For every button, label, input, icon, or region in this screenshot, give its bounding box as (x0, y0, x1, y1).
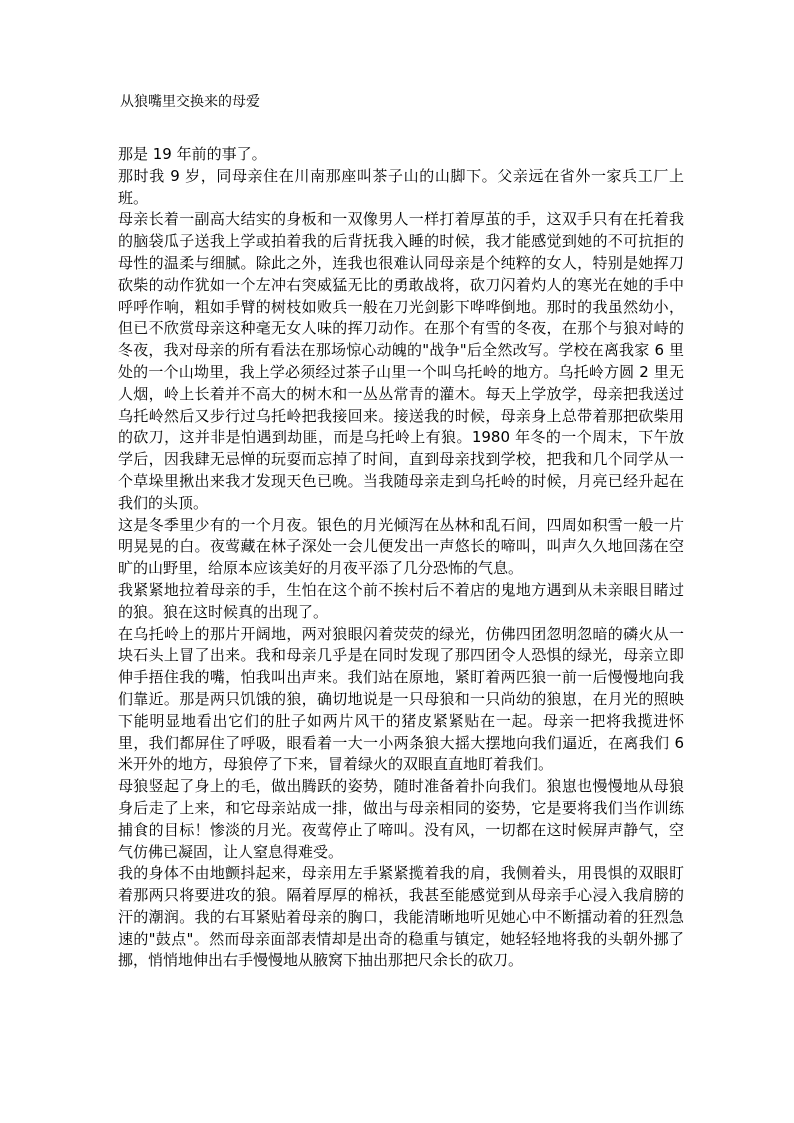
paragraph: 这是冬季里少有的一个月夜。银色的月光倾泻在丛林和乱石间，四周如积雪一般一片明晃晃的白。夜莺藏在林子深处一会儿便发出一声悠长的啼叫，叫声久久地回荡在空旷的山野里，给原本应该美好的月夜平添了几分恐怖的气息。 (118, 515, 684, 578)
paragraph: 我紧紧地拉着母亲的手，生怕在这个前不挨村后不着店的鬼地方遇到从未亲眼目睹过的狼。狼在这时候真的出现了。 (118, 580, 684, 621)
paragraph: 母亲长着一副高大结实的身板和一双像男人一样打着厚茧的手，这双手只有在托着我的脑袋瓜子送我上学或拍着我的后背抚我入睡的时候，我才能感觉到她的不可抗拒的母性的温柔与细腻。除此之外，连我也很难认同母亲是个纯粹的女人，特别是她挥刀砍柴的动作犹如一个左冲右突威猛无比的勇敢战将，砍刀闪着灼人的寒光在她的手中呼呼作响，粗如手臂的树枝如败兵一般在刀光剑影下哗哗倒地。那时的我虽然幼小，但已不欣赏母亲这种毫无女人味的挥刀动作。在那个有雪的冬夜，在那个与狼对峙的冬夜，我对母亲的所有看法在那场惊心动魄的"战争"后全然改写。学校在离我家 6 里处的一个山坳里，我上学必须经过茶子山里一个叫乌托岭的地方。乌托岭方圆 2 里无人烟，岭上长着并不高大的树木和一丛丛常青的灌木。每天上学放学，母亲把我送过乌托岭然后又步行过乌托岭把我接回来。接送我的时候，母亲身上总带着那把砍柴用的砍刀，这并非是怕遇到劫匪，而是乌托岭上有狼。1980 年冬的一个周末，下午放学后，因我肆无忌惮的玩耍而忘掉了时间，直到母亲找到学校，把我和几个同学从一个草垛里揪出来我才发现天色已晚。当我随母亲走到乌托岭的时候，月亮已经升起在我们的头顶。 (118, 210, 684, 512)
document-body (118, 144, 684, 972)
paragraph: 那是 19 年前的事了。 (118, 145, 267, 163)
paragraph: 那时我 9 岁，同母亲住在川南那座叫茶子山的山脚下。父亲远在省外一家兵工厂上班。 (118, 166, 684, 207)
document-title: 从狼嘴里交换来的母爱 (120, 94, 260, 110)
paragraph: 母狼竖起了身上的毛，做出腾跃的姿势，随时准备着扑向我们。狼崽也慢慢地从母狼身后走了上来，和它母亲站成一排，做出与母亲相同的姿势，它是要将我们当作训练捕食的目标！惨淡的月光。夜莺停止了啼叫。没有风，一切都在这时候屏声静气，空气仿佛已凝固，让人窒息得难受。 (118, 777, 684, 861)
paragraph: 在乌托岭上的那片开阔地，两对狼眼闪着荧荧的绿光，仿佛四团忽明忽暗的磷火从一块石头上冒了出来。我和母亲几乎是在同时发现了那四团令人恐惧的绿光，母亲立即伸手捂住我的嘴，怕我叫出声来。我们站在原地，紧盯着两匹狼一前一后慢慢地向我们靠近。那是两只饥饿的狼，确切地说是一只母狼和一只尚幼的狼崽，在月光的照映下能明显地看出它们的肚子如两片风干的猪皮紧紧贴在一起。母亲一把将我揽进怀里，我们都屏住了呼吸，眼看着一大一小两条狼大摇大摆地向我们逼近，在离我们 6 米开外的地方，母狼停了下来，冒着绿火的双眼直直地盯着我们。 (118, 624, 684, 774)
paragraph: 我的身体不由地颤抖起来，母亲用左手紧紧揽着我的肩，我侧着头，用畏惧的双眼盯着那两只将要进攻的狼。隔着厚厚的棉袄，我甚至能感觉到从母亲手心浸入我肩膀的汗的潮润。我的右耳紧贴着母亲的胸口，我能清晰地听见她心中不断擂动着的狂烈急速的"鼓点"。然而母亲面部表情却是出奇的稳重与镇定，她轻轻地将我的头朝外挪了挪，悄悄地伸出右手慢慢地从腋窝下抽出那把尺余长的砍刀。 (118, 864, 684, 970)
